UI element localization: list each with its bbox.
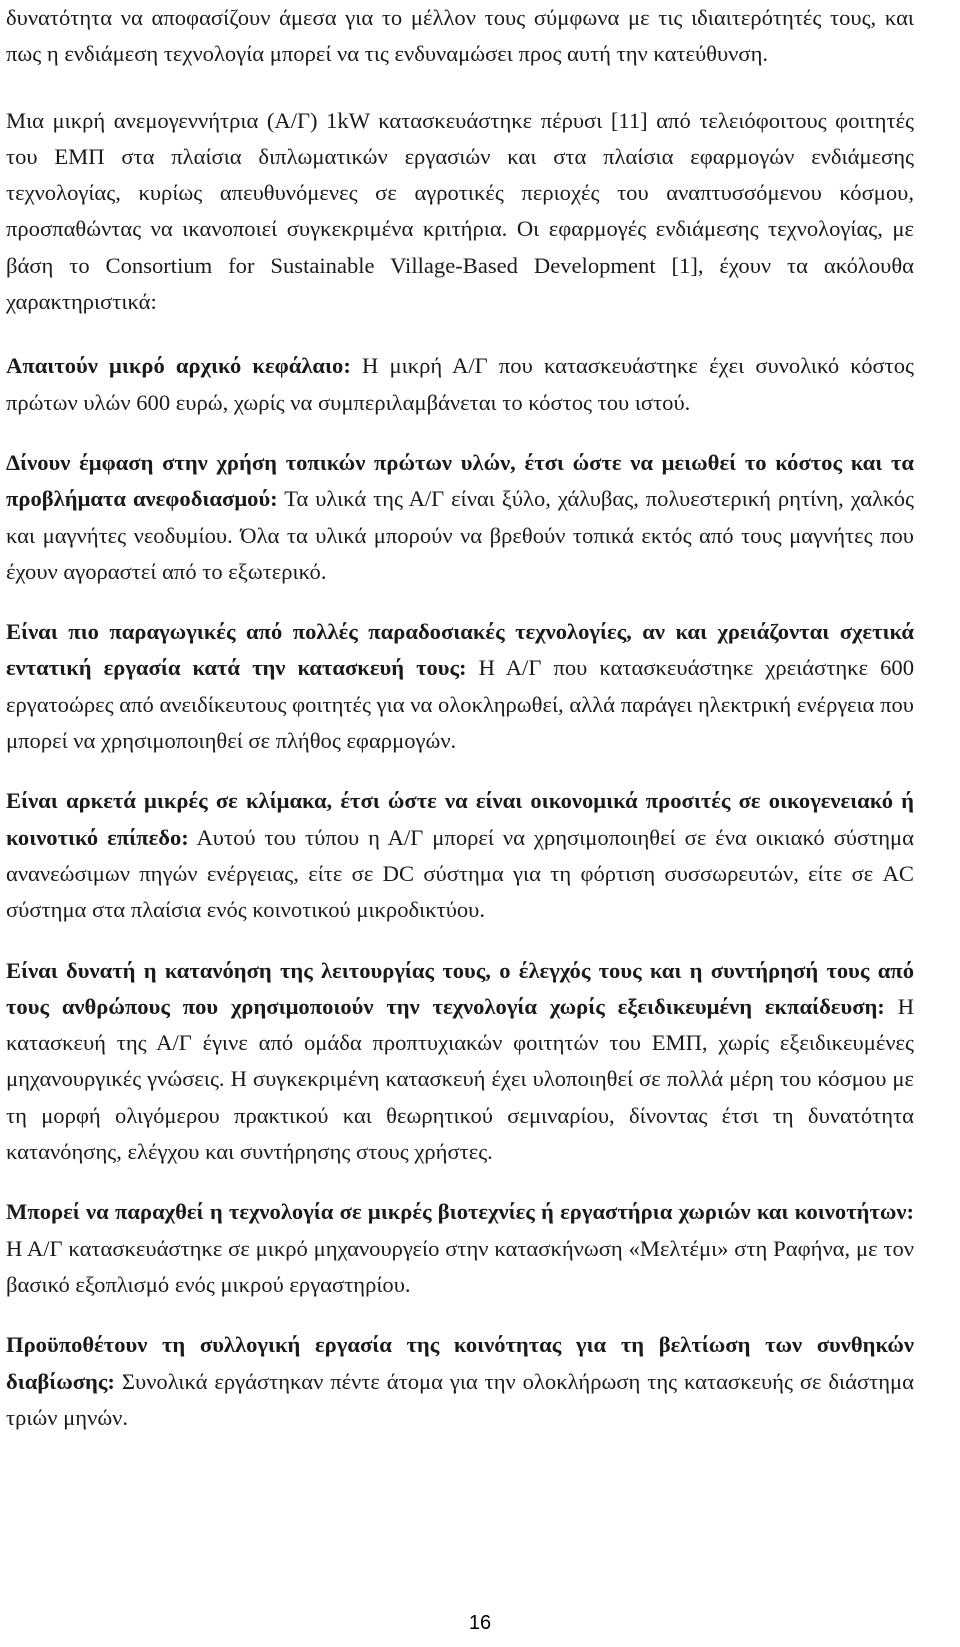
characteristic-paragraph-2 [6,445,914,590]
characteristic-paragraph-4 [6,783,914,928]
characteristic-term: Προϋποθέτουν τη συλλογική εργασία της κοινότητας για τη βελτίωση των συνθηκών διαβίωσης: [6,1332,914,1394]
characteristic-term: Απαιτούν μικρό αρχικό κεφάλαιο: [6,353,351,379]
characteristic-paragraph-3 [6,614,914,759]
characteristic-paragraph-1 [6,348,914,421]
characteristic-term: Είναι δυνατή η κατανόηση της λειτουργίας τους, ο έλεγχός τους και η συντήρησή τους από τους ανθρώπους που χρησιμοποιούν την τεχνολογία χωρίς εξειδικευμένη εκπαίδευση: [6,957,914,1019]
characteristic-paragraph-7 [6,1327,914,1436]
characteristic-text: Αυτού του τύπου η Α/Γ μπορεί να χρησιμοποιηθεί σε ένα οικιακό σύστημα ανανεώσιμων πηγών ενέργειας, είτε σε DC σύστημα για τη φόρτιση συσσωρευτών, είτε σε AC σύστημα στα πλαίσια ενός κοινοτικού μικροδικτύου. [6,824,914,923]
characteristic-text: Τα υλικά της Α/Γ είναι ξύλο, χάλυβας, πολυεστερική ρητίνη, χαλκός και μαγνήτες νεοδυμίου. Όλα τα υλικά μπορούν να βρεθούν τοπικά εκτός από τους μαγνήτες που έχουν αγοραστεί από το εξωτερικό. [6,486,914,584]
characteristic-text: Η μικρή Α/Γ που κατασκευάστηκε έχει συνολικό κόστος πρώτων υλών 600 ευρώ, χωρίς να συμπεριλαμβάνεται το κόστος του ιστού. [6,353,914,415]
characteristic-term: Δίνουν έμφαση στην χρήση τοπικών πρώτων υλών, έτσι ώστε να μειωθεί το κόστος και τα προβλήματα ανεφοδιασμού: [6,449,914,512]
characteristic-text: Η Α/Γ που κατασκευάστηκε χρειάστηκε 600 εργατοώρες από ανειδίκευτους φοιτητές για να ολοκληρωθεί, αλλά παράγει ηλεκτρική ενέργεια που μπορεί να χρησιμοποιηθεί σε πλήθος εφαρμογών. [6,655,914,754]
characteristic-term: Είναι πιο παραγωγικές από πολλές παραδοσιακές τεχνολογίες, αν και χρειάζονται σχετικά εντατική εργασία κατά την κατασκευή τους: [6,619,914,681]
characteristic-text: Η Α/Γ κατασκευάστηκε σε μικρό μηχανουργείο στην κατασκήνωση «Μελτέμι» στη Ραφήνα, με τον βασικό εξοπλισμό ενός μικρού εργαστηρίου. [6,1235,914,1297]
characteristic-term: Μπορεί να παραχθεί η τεχνολογία σε μικρές βιοτεχνίες ή εργαστήρια χωριών και κοινοτήτων: [6,1199,914,1225]
characteristic-text: Συνολικά εργάστηκαν πέντε άτομα για την ολοκλήρωση της κατασκευής σε διάστημα τριών μηνών. [6,1368,914,1430]
characteristic-text: Η κατασκευή της Α/Γ έγινε από ομάδα προπτυχιακών φοιτητών του ΕΜΠ, χωρίς εξειδικευμένες μηχανουργικές γνώσεις. Η συγκεκριμένη κατασκευή έχει υλοποιηθεί σε πολλά μέρη του κόσμου με τη μορφή ολιγόμερου πρακτικού και θεωρητικού σεμιναρίου, δίνοντας έτσι τη δυνατότητα κατανόησης, ελέγχου και συντήρησης στους χρήστες. [6,993,915,1165]
characteristic-paragraph-6 [6,1194,914,1303]
page-number: 16 [468,1612,492,1634]
characteristic-term: Είναι αρκετά μικρές σε κλίμακα, έτσι ώστε να είναι οικονομικά προσιτές σε οικογενειακό ή κοινοτικό επίπεδο: [6,788,914,850]
intro-paragraph: Μια μικρή ανεμογεννήτρια (Α/Γ) 1kW κατασκευάστηκε πέρυσι [11] από τελειόφοιτους φοιτητές του ΕΜΠ στα πλαίσια διπλωματικών εργασιών και στα πλαίσια εφαρμογών ενδιάμεσης τεχνολογίας, κυρίως απευθυνόμενες σε αγροτικές περιοχές του αναπτυσσόμενου κόσμου, προσπαθώντας να ικανοποιεί συγκεκριμένα κριτήρια. Οι εφαρμογές ενδιάμεσης τεχνολογίας, με βάση το Consortium for Sustainable Village-Based Development [1], έχουν τα ακόλουθα χαρακτηριστικά: [6,107,914,315]
characteristic-paragraph-5 [6,953,914,1171]
body-text [6,0,914,1436]
continuation-paragraph: δυνατότητα να αποφασίζουν άμεσα για το μέλλον τους σύμφωνα με τις ιδιαιτερότητές τους, και πως η ενδιάμεση τεχνολογία μπορεί να τις ενδυναμώσει προς αυτή την κατεύθυνση. [6,5,914,67]
